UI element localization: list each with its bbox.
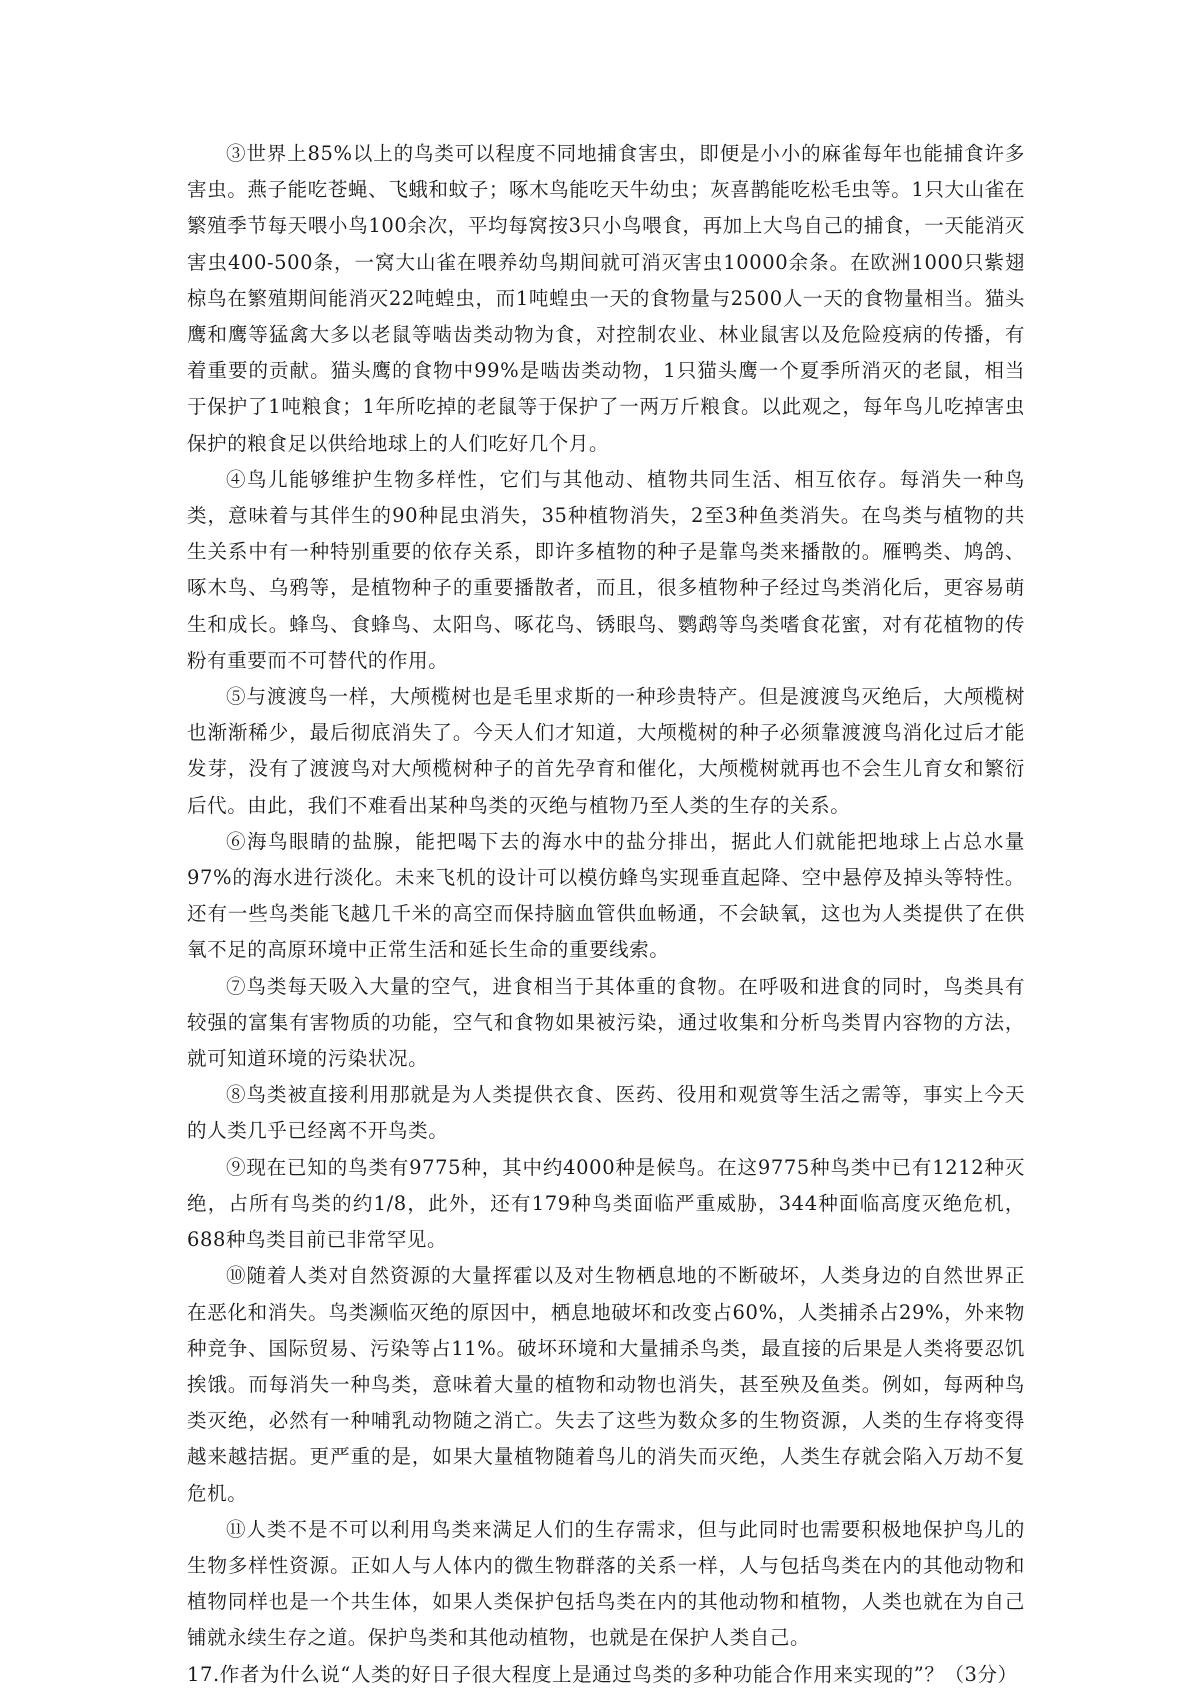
- paragraph-5: ⑤与渡渡鸟一样，大颅榄树也是毛里求斯的一种珍贵特产。但是渡渡鸟灭绝后，大颅榄树也渐渐稀少，最后彻底消失了。今天人们才知道，大颅榄树的种子必须靠渡渡鸟消化过后才能发芽，没有了渡渡鸟对大颅榄树种子的首先孕育和催化，大颅榄树就再也不会生儿育女和繁衍后代。由此，我们不难看出某种鸟类的灭绝与植物乃至人类的生存的关系。: [187, 685, 1025, 817]
- paragraph-4: ④鸟儿能够维护生物多样性，它们与其他动、植物共同生活、相互依存。每消失一种鸟类，意味着与其伴生的90种昆虫消失，35种植物消失，2至3种鱼类消失。在鸟类与植物的共生关系中有一种特别重要的依存关系，即许多植物的种子是靠鸟类来播散的。雁鸭类、鸠鸽、啄木鸟、乌鸦等，是植物种子的重要播散者，而且，很多植物种子经过鸟类消化后，更容易萌生和成长。蜂鸟、食蜂鸟、太阳鸟、啄花鸟、锈眼鸟、鹦鹉等鸟类嗜食花蜜，对有花植物的传粉有重要而不可替代的作用。: [187, 467, 1025, 672]
- paragraph-8: ⑧鸟类被直接利用那就是为人类提供衣食、医药、役用和观赏等生活之需等，事实上今天的人类几乎已经离不开鸟类。: [187, 1083, 1025, 1143]
- document-page: [187, 136, 1025, 1693]
- paragraph-3: ③世界上85%以上的鸟类可以程度不同地捕食害虫，即便是小小的麻雀每年也能捕食许多害虫。燕子能吃苍蝇、飞蛾和蚊子；啄木鸟能吃天牛幼虫；灰喜鹊能吃松毛虫等。1只大山雀在繁殖季节每天喂小鸟100余次，平均每窝按3只小鸟喂食，再加上大鸟自己的捕食，一天能消灭害虫400-500条，一窝大山雀在喂养幼鸟期间就可消灭害虫10000余条。在欧洲1000只紫翅椋鸟在繁殖期间能消灭22吨蝗虫，而1吨蝗虫一天的食物量与2500人一天的食物量相当。猫头鹰和鹰等猛禽大多以老鼠等啮齿类动物为食，对控制农业、林业鼠害以及危险疫病的传播，有着重要的贡献。猫头鹰的食物中99%是啮齿类动物，1只猫头鹰一个夏季所消灭的老鼠，相当于保护了1吨粮食；1年所吃掉的老鼠等于保护了一两万斤粮食。以此观之，每年鸟儿吃掉害虫保护的粮食足以供给地球上的人们吃好几个月。: [187, 142, 1025, 455]
- paragraph-6: ⑥海鸟眼睛的盐腺，能把喝下去的海水中的盐分排出，据此人们就能把地球上占总水量97%的海水进行淡化。未来飞机的设计可以模仿蜂鸟实现垂直起降、空中悬停及掉头等特性。还有一些鸟类能飞越几千米的高空而保持脑血管供血畅通，不会缺氧，这也为人类提供了在供氧不足的高原环境中正常生活和延长生命的重要线索。: [187, 829, 1025, 962]
- paragraph-10: ⑩随着人类对自然资源的大量挥霍以及对生物栖息地的不断破坏，人类身边的自然世界正在恶化和消失。鸟类濒临灭绝的原因中，栖息地破坏和改变占60%，人类捕杀占29%，外来物种竞争、国际贸易、污染等占11%。破坏环境和大量捕杀鸟类，最直接的后果是人类将要忍饥挨饿。而每消失一种鸟类，意味着大量的植物和动物也消失，甚至殃及鱼类。例如，每两种鸟类灭绝，必然有一种哺乳动物随之消亡。失去了这些为数众多的生物资源，人类的生存将变得越来越拮据。更严重的是，如果大量植物随着鸟儿的消失而灭绝，人类生存就会陷入万劫不复危机。: [187, 1264, 1025, 1505]
- paragraph-7: ⑦鸟类每天吸入大量的空气，进食相当于其体重的食物。在呼吸和进食的同时，鸟类具有较强的富集有害物质的功能，空气和食物如果被污染，通过收集和分析鸟类胃内容物的方法，就可知道环境的污染状况。: [187, 974, 1025, 1071]
- paragraph-11: ⑪人类不是不可以利用鸟类来满足人们的生存需求，但与此同时也需要积极地保护鸟儿的生物多样性资源。正如人与人体内的微生物群落的关系一样，人与包括鸟类在内的其他动物和植物同样也是一个共生体，如果人类保护包括鸟类在内的其他动物和植物，人类也就在为自己铺就永续生存之道。保护鸟类和其他动植物，也就是在保护人类自己。: [187, 1517, 1025, 1650]
- question-17: 17.作者为什么说“人类的好日子很大程度上是通过鸟类的多种功能合作用来实现的”？（3分）: [187, 1662, 1018, 1686]
- paragraph-9: ⑨现在已知的鸟类有9775种，其中约4000种是候鸟。在这9775种鸟类中已有1212种灭绝，占所有鸟类的约1/8，此外，还有179种鸟类面临严重威胁，344种面临高度灭绝危机，688种鸟类目前已非常罕见。: [187, 1155, 1025, 1252]
